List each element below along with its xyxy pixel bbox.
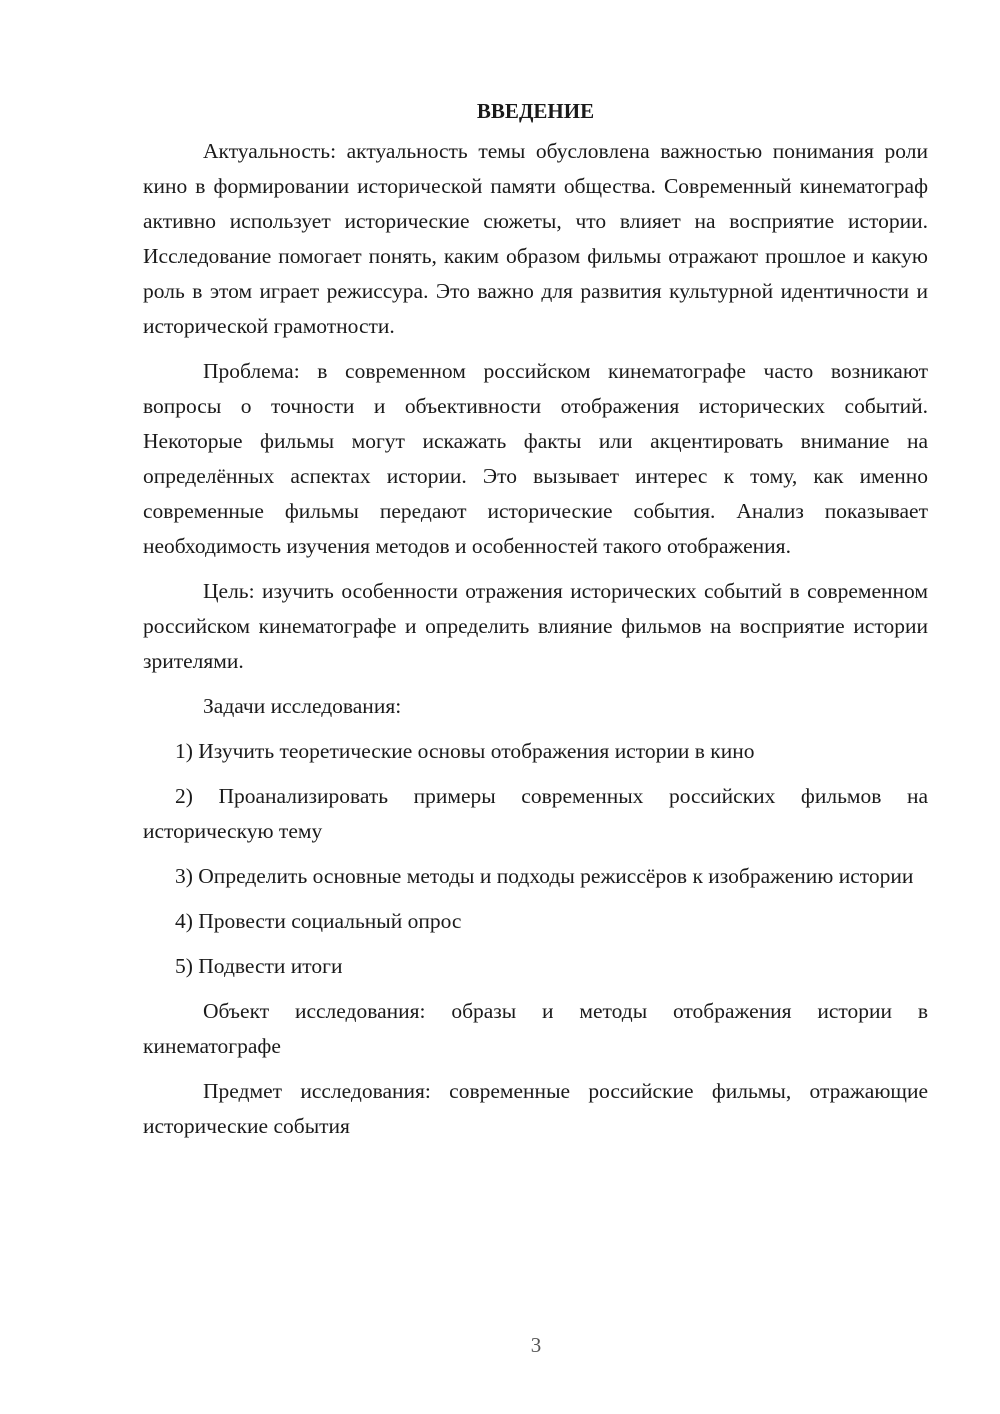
task-item-3: 3) Определить основные методы и подходы режиссёров к изображению истории	[175, 864, 914, 888]
paragraph-tasks-intro: Задачи исследования:	[203, 694, 402, 718]
task-item-2: 2) Проанализировать примеры современных российских фильмов на историческую тему	[143, 784, 928, 843]
paragraph-relevance: Актуальность: актуальность темы обусловлена важностью понимания роли кино в формировании исторической памяти общества. Современный кинематограф активно использует исторические сюжеты, что влияет на восприятие истории. Исследование помогает понять, каким образом фильмы отражают прошлое и какую роль в этом играет режиссура. Это важно для развития культурной идентичности и исторической грамотности.	[143, 139, 928, 338]
task-item-1: 1) Изучить теоретические основы отображения истории в кино	[175, 739, 755, 763]
task-item-5: 5) Подвести итоги	[175, 954, 343, 978]
paragraph-subject: Предмет исследования: современные российские фильмы, отражающие исторические события	[143, 1079, 928, 1138]
task-item-4: 4) Провести социальный опрос	[175, 909, 462, 933]
paragraph-problem: Проблема: в современном российском кинематографе часто возникают вопросы о точности и объективности отображения исторических событий. Некоторые фильмы могут искажать факты или акцентировать внимание на определённых аспектах истории. Это вызывает интерес к тому, как именно современные фильмы передают исторические события. Анализ показывает необходимость изучения методов и особенностей такого отображения.	[143, 359, 928, 558]
page-content	[143, 96, 928, 1154]
section-heading: ВВЕДЕНИЕ	[476, 99, 595, 123]
paragraph-goal: Цель: изучить особенности отражения исторических событий в современном российском кинематографе и определить влияние фильмов на восприятие истории зрителями.	[143, 579, 928, 673]
page-number: 3	[530, 1333, 542, 1357]
paragraph-object: Объект исследования: образы и методы отображения истории в кинематографе	[143, 999, 928, 1058]
